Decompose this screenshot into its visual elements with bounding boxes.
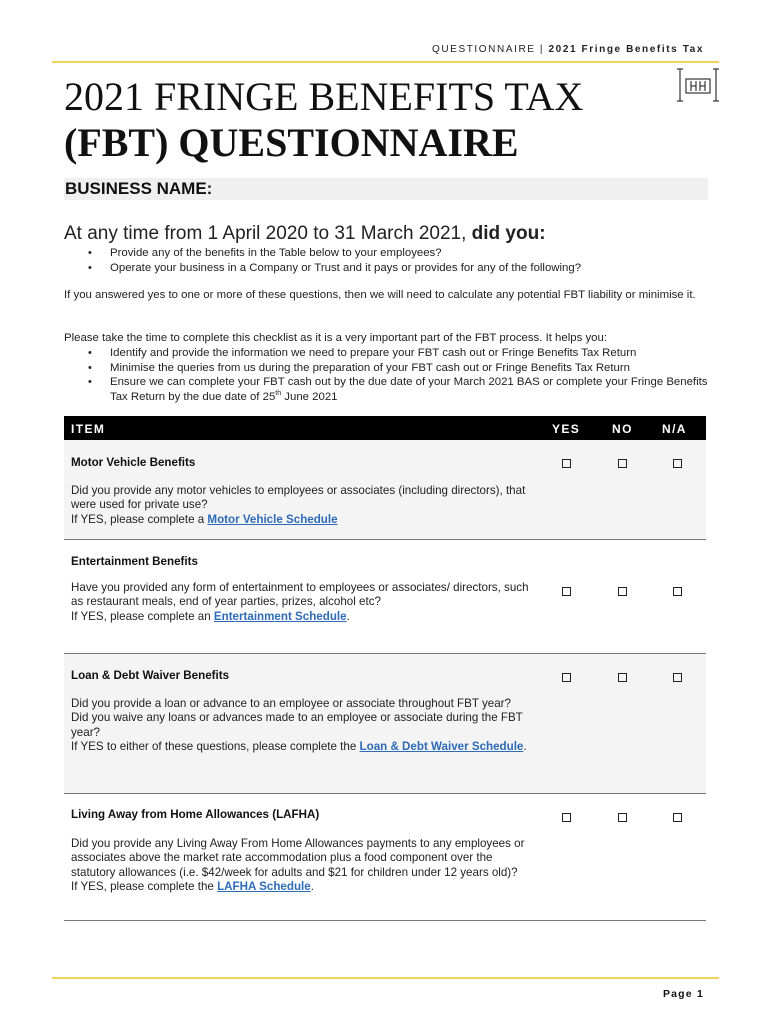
list-item: • Operate your business in a Company or Trust and it pays or provides for any of the following? xyxy=(64,261,714,276)
footer-rule xyxy=(52,977,719,979)
header-prefix: QUESTIONNAIRE | xyxy=(431,44,549,55)
list-item: • Ensure we can complete your FBT cash out by the due date of your March 2021 BAS or complete your Fringe Benefits Tax Return by the due date of 25th June 2021 xyxy=(64,375,714,404)
row-title: Entertainment Benefits xyxy=(71,555,198,568)
entertainment-schedule-link[interactable]: Entertainment Schedule xyxy=(213,609,347,623)
business-name-bar[interactable] xyxy=(64,178,708,200)
list-item: • Minimise the queries from us during the preparation of your FBT cash out or Fringe Benefits Tax Return xyxy=(64,361,714,376)
na-checkbox[interactable] xyxy=(673,587,682,596)
yes-checkbox[interactable] xyxy=(562,587,571,596)
page-number: Page 1 xyxy=(662,988,704,1000)
na-checkbox[interactable] xyxy=(673,459,682,468)
header-title: 2021 Fringe Benefits Tax xyxy=(548,44,704,55)
helps-list xyxy=(64,346,714,404)
running-header xyxy=(432,44,704,55)
yes-checkbox[interactable] xyxy=(562,673,571,682)
row-title: Living Away from Home Allowances (LAFHA) xyxy=(71,808,320,821)
lafha-schedule-link[interactable]: LAFHA Schedule xyxy=(217,879,311,893)
answer-note: If you answered yes to one or more of these questions, then we will need to calculate any potential FBT liability or minimise it. xyxy=(64,289,696,301)
checklist-intro: Please take the time to complete this checklist as it is a very important part of the FBT process. It helps you: xyxy=(64,332,607,344)
yes-checkbox[interactable] xyxy=(562,459,571,468)
col-na: N/A xyxy=(662,422,687,436)
title-line-2: (FBT) QUESTIONNAIRE xyxy=(64,120,519,165)
table-row xyxy=(64,654,706,794)
table-row xyxy=(64,540,706,654)
row-body: Did you provide a loan or advance to an employee or associate throughout FBT year? Did you waive any loans or advances made to an employee or associate during the FBT year? If YES to either of these questions, please complete the Loan & Debt Waiver Schedule. xyxy=(71,697,527,753)
question-list xyxy=(64,246,714,275)
yes-checkbox[interactable] xyxy=(562,813,571,822)
na-checkbox[interactable] xyxy=(673,673,682,682)
col-no: NO xyxy=(612,422,633,436)
loan-debt-waiver-schedule-link[interactable]: Loan & Debt Waiver Schedule xyxy=(359,739,524,753)
table-row xyxy=(64,440,706,540)
page-title xyxy=(64,74,664,166)
row-body: Did you provide any motor vehicles to employees or associates (including directors), that were used for private use? If YES, please complete a Motor Vehicle Schedule xyxy=(71,484,526,526)
no-checkbox[interactable] xyxy=(618,587,627,596)
table-row xyxy=(64,794,706,921)
no-checkbox[interactable] xyxy=(618,813,627,822)
firm-monogram-logo xyxy=(676,66,720,104)
list-item: • Identify and provide the information we need to prepare your FBT cash out or Fringe Benefits Tax Return xyxy=(64,346,714,361)
no-checkbox[interactable] xyxy=(618,673,627,682)
na-checkbox[interactable] xyxy=(673,813,682,822)
row-title: Loan & Debt Waiver Benefits xyxy=(71,669,230,682)
col-yes: YES xyxy=(552,422,581,436)
no-checkbox[interactable] xyxy=(618,459,627,468)
question-heading xyxy=(64,223,546,245)
title-line-1: 2021 FRINGE BENEFITS TAX xyxy=(64,74,584,119)
col-item: ITEM xyxy=(71,422,106,436)
row-body: Have you provided any form of entertainment to employees or associates/ directors, such as restaurant meals, end of year parties, prizes, alcohol etc? If YES, please complete an Entertainment Schedule. xyxy=(71,581,529,623)
row-body: Did you provide any Living Away From Home Allowances payments to any employees or associates above the market rate accommodation plus a food component over the statutory allowances (i.e. $42/week for adults and $21 for children under 12 years old)? If YES, please complete the LAFHA Schedule. xyxy=(71,837,525,893)
row-divider xyxy=(64,920,706,921)
motor-vehicle-schedule-link[interactable]: Motor Vehicle Schedule xyxy=(207,512,338,526)
header-rule xyxy=(52,61,719,63)
question-lead: At any time from 1 April 2020 to 31 March 2021, xyxy=(64,223,472,244)
row-title: Motor Vehicle Benefits xyxy=(71,456,196,469)
list-item: • Provide any of the benefits in the Table below to your employees? xyxy=(64,246,714,261)
question-bold: did you: xyxy=(471,223,546,244)
business-name-label: BUSINESS NAME: xyxy=(65,179,213,198)
table-header xyxy=(64,416,706,440)
